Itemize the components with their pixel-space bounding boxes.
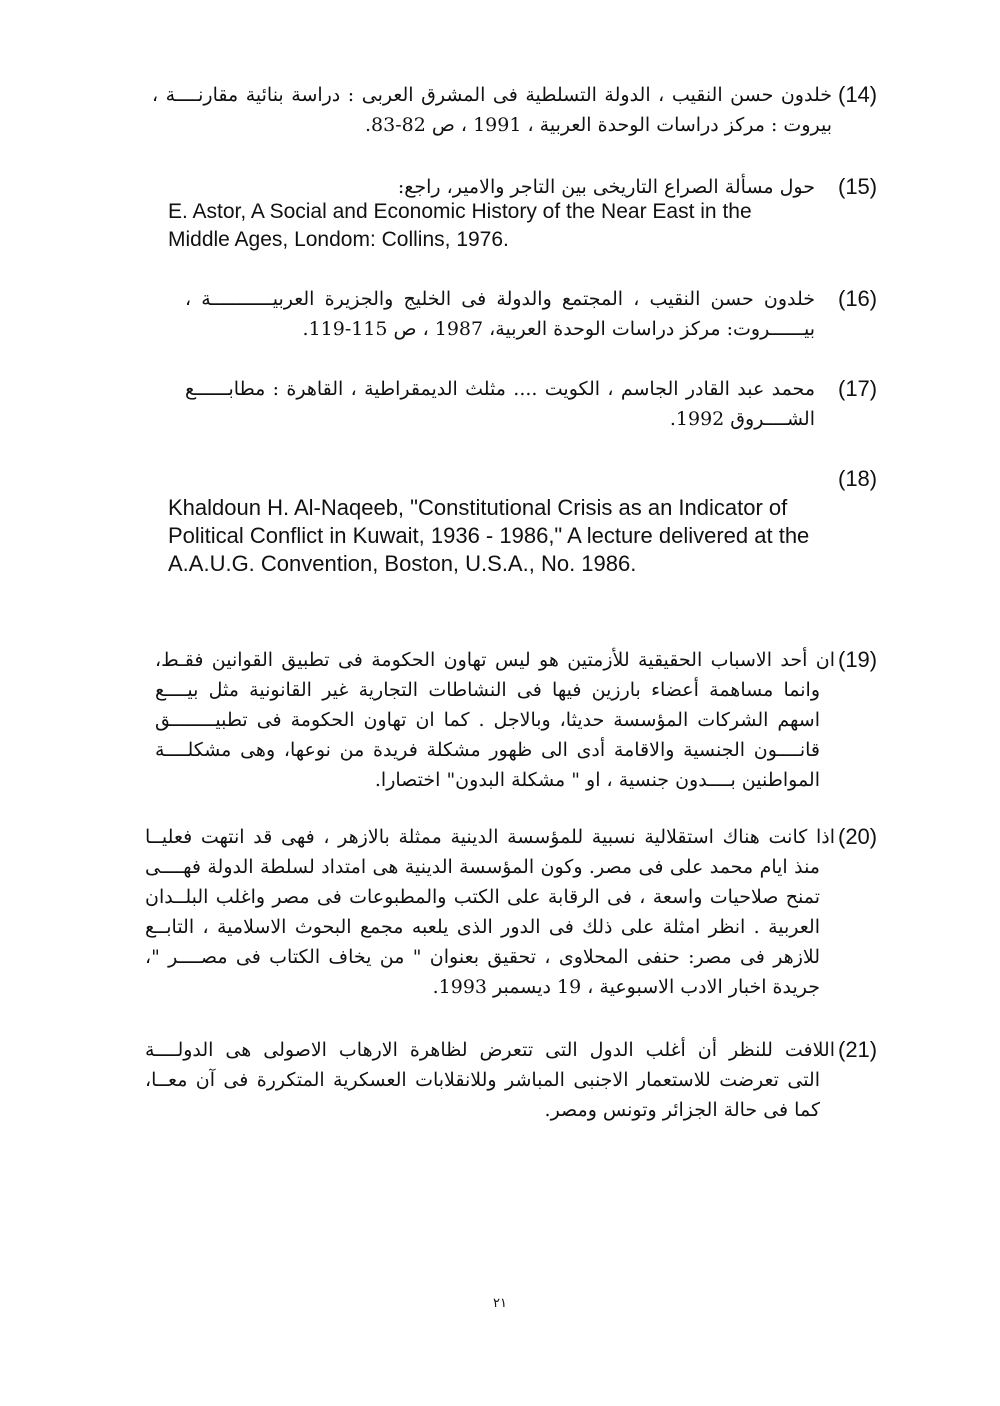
footnote-line: للازهر فى مصر: حنفى المحلاوى ، تحقيق بعنوان " من يخاف الكتاب فى مصــــر "،: [145, 946, 820, 968]
footnote-text: [155, 645, 835, 795]
footnote-line: المواطنين بــــدون جنسية ، او " مشكلة البدون" اختصارا.: [374, 769, 820, 791]
footnote-line: خلدون حسن النقيب ، الدولة التسلطية فى المشرق العربى : دراسة بنائية مقارنــــة ،: [152, 84, 832, 106]
footnote-line: الشــــروق 1992.: [669, 408, 815, 430]
footnote-line: اللافت للنظر أن أغلب الدول التى تتعرض لظاهرة الارهاب الاصولى هى الدولــــة: [145, 1039, 835, 1061]
footnote-line: التى تعرضت للاستعمار الاجنبى المباشر وللانقلابات العسكرية المتكررة فى آن معــا،: [145, 1069, 820, 1091]
reference-line: Khaldoun H. Al-Naqeeb, "Constitutional Crisis as an Indicator of: [168, 495, 788, 520]
footnote-line: قانــــون الجنسية والاقامة أدى الى ظهور مشكلة فريدة من نوعها، وهى مشكلــــة: [155, 739, 820, 761]
footnote-english-reference: [168, 494, 878, 578]
footnote-line: منذ ايام محمد على فى مصر. وكون المؤسسة الدينية هى امتداد لسلطة الدولة فهــــى: [145, 856, 820, 878]
footnote-text: [152, 80, 832, 140]
footnote-line: خلدون حسن النقيب ، المجتمع والدولة فى الخليج والجزيرة العربيـــــــــــة ،: [185, 288, 815, 310]
footnote-line: بيروت : مركز دراسات الوحدة العربية ، 1991 ، ص 82-83.: [365, 114, 832, 136]
footnote-line: كما فى حالة الجزائر وتونس ومصر.: [544, 1099, 820, 1121]
footnote-line: ان أحد الاسباب الحقيقية للأزمتين هو ليس تهاون الحكومة فى تطبيق القوانين فقـط،: [155, 649, 835, 671]
footnote-number: (18): [838, 466, 878, 491]
footnote-line: العربية . انظر امثلة على ذلك فى الدور الذى يلعبه مجمع البحوث الاسلامية ، التابــع: [145, 916, 820, 938]
reference-line: E. Astor, A Social and Economic History of the Near East in the: [168, 200, 752, 223]
footnote-text: [185, 284, 815, 344]
footnote-english-reference: [168, 198, 868, 254]
footnote-text: [145, 1035, 835, 1125]
footnote-line: بيــــــروت: مركز دراسات الوحدة العربية، 1987 ، ص 115-119.: [302, 318, 815, 340]
footnote-text: [145, 822, 835, 1002]
footnote-line: اسهم الشركات المؤسسة حديثا، وبالاجل . كما ان تهاون الحكومة فى تطبيــــــــق: [155, 709, 820, 731]
footnote-line: حول مسألة الصراع التاريخى بين التاجر والامير، راجع:: [397, 176, 815, 198]
footnote-line: محمد عبد القادر الجاسم ، الكويت .... مثلث الديمقراطية ، القاهرة : مطابــــــع: [185, 378, 815, 400]
footnote-line: تمنح صلاحيات واسعة ، فى الرقابة على الكتب والمطبوعات فى مصر واغلب البلــدان: [145, 886, 820, 908]
footnote-text: [185, 374, 815, 434]
footnote-number: (19): [838, 647, 878, 672]
footnote-line: اذا كانت هناك استقلالية نسبية للمؤسسة الدينية ممثلة بالازهر ، فهى قد انتهت فعليــا: [145, 826, 835, 848]
footnote-line: وانما مساهمة أعضاء بارزين فيها فى النشاطات التجارية غير القانونية مثل بيــــع: [155, 679, 820, 701]
reference-line: Political Conflict in Kuwait, 1936 - 1986," A lecture delivered at the: [168, 523, 810, 548]
footnote-number: (15): [838, 174, 878, 199]
footnote-number: (16): [838, 286, 878, 311]
footnote-number: (20): [838, 824, 878, 849]
page-number: ٢١: [493, 1296, 507, 1311]
footnote-line: جريدة اخبار الادب الاسبوعية ، 19 ديسمبر 1993.: [432, 976, 820, 998]
reference-line: A.A.U.G. Convention, Boston, U.S.A., No. 1986.: [168, 551, 637, 576]
footnote-number: (21): [838, 1037, 878, 1062]
reference-line: Middle Ages, Londom: Collins, 1976.: [168, 228, 509, 251]
footnote-number: (17): [838, 376, 878, 401]
footnote-number: (14): [838, 82, 878, 107]
